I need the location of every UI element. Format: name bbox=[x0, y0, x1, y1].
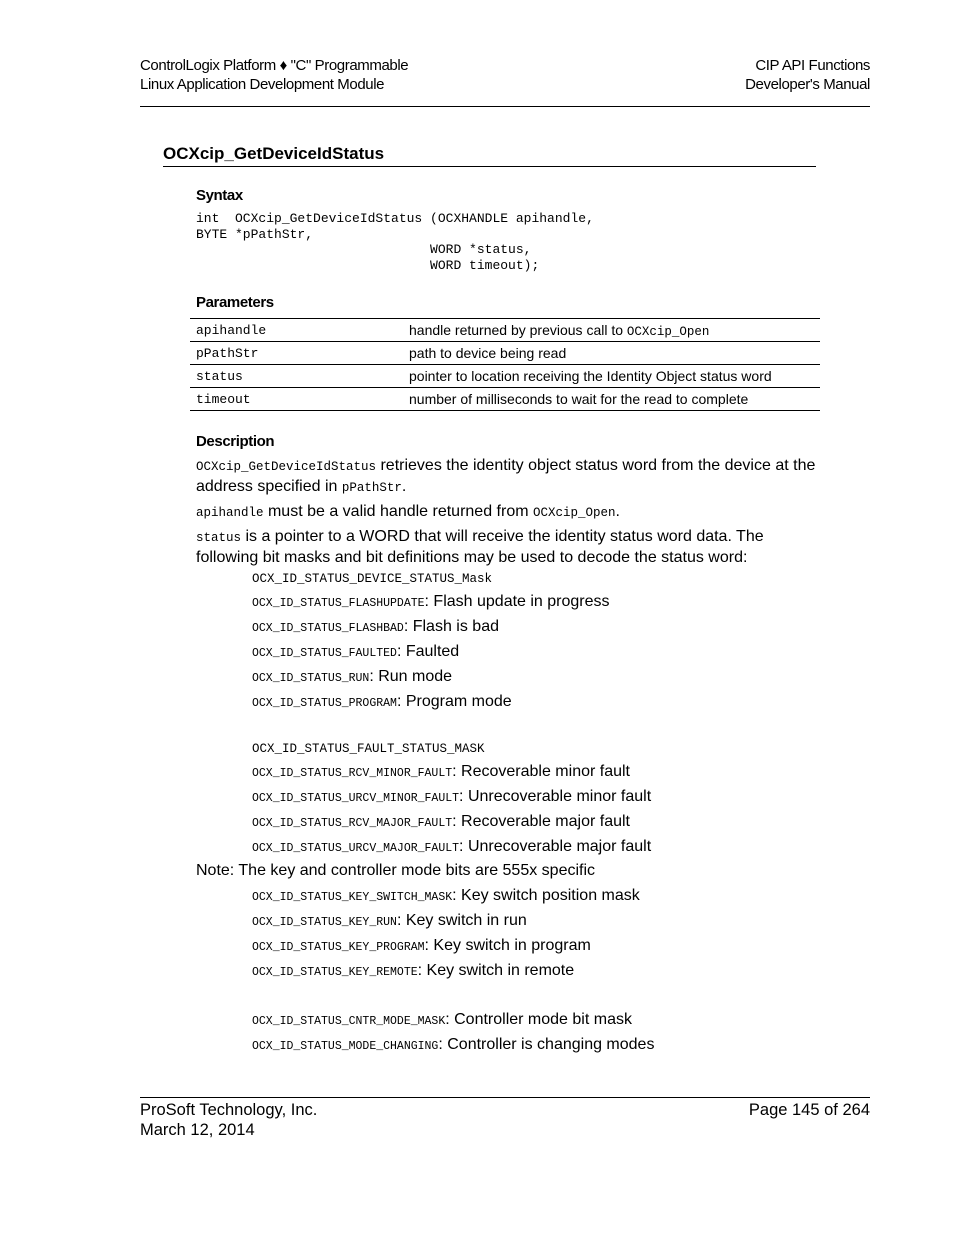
bit-text: : Key switch in run bbox=[396, 912, 527, 929]
header-left bbox=[140, 56, 408, 94]
bit-text: : Program mode bbox=[396, 693, 512, 710]
param-desc: number of milliseconds to wait for the read to complete bbox=[403, 388, 820, 411]
bit-code: OCX_ID_STATUS_RCV_MAJOR_FAULT bbox=[252, 817, 453, 830]
bit-text: : Unrecoverable major fault bbox=[459, 838, 652, 855]
description-paragraph-3 bbox=[196, 527, 826, 568]
note-555x: Note: The key and controller mode bits are 555x specific bbox=[196, 862, 596, 879]
footer-left bbox=[140, 1100, 317, 1140]
header-section-line: CIP API Functions bbox=[755, 57, 870, 74]
bit-definition bbox=[252, 667, 452, 689]
header-product-line: ControlLogix Platform ♦ "C" Programmable bbox=[140, 57, 409, 74]
bit-text: : Controller is changing modes bbox=[438, 1036, 655, 1053]
header-module-line: Linux Application Development Module bbox=[140, 76, 385, 93]
bit-definition bbox=[252, 642, 459, 664]
bit-text: : Key switch in program bbox=[424, 937, 591, 954]
bit-mask-fault-status bbox=[252, 738, 485, 759]
description-heading: Description bbox=[196, 433, 275, 450]
bit-definition bbox=[252, 1010, 632, 1032]
description-text: . bbox=[615, 503, 620, 520]
bit-text: : Run mode bbox=[369, 668, 453, 685]
table-row bbox=[190, 365, 820, 388]
param-desc: path to device being read bbox=[403, 342, 820, 365]
param-desc-code: OCXcip_Open bbox=[626, 324, 710, 339]
function-title: OCXcip_GetDeviceIdStatus bbox=[163, 143, 816, 167]
bit-text: : Faulted bbox=[396, 643, 460, 660]
description-paragraph-2 bbox=[196, 502, 826, 523]
bit-definition bbox=[252, 762, 630, 784]
bit-code: OCX_ID_STATUS_KEY_RUN bbox=[252, 916, 397, 929]
syntax-heading: Syntax bbox=[196, 187, 243, 204]
ppathstr-code: pPathStr bbox=[341, 481, 402, 495]
footer-company: ProSoft Technology, Inc. bbox=[140, 1101, 318, 1119]
bit-mask-device-status bbox=[252, 568, 492, 589]
bit-text: : Key switch position mask bbox=[452, 887, 640, 904]
param-desc bbox=[403, 319, 820, 342]
table-row bbox=[190, 319, 820, 342]
bit-definition bbox=[252, 692, 512, 714]
syntax-code: int OCXcip_GetDeviceIdStatus (OCXHANDLE apihandle, BYTE *pPathStr, WORD *status, WORD timeout); bbox=[196, 211, 594, 274]
bit-text: : Flash update in progress bbox=[424, 593, 610, 610]
page-footer bbox=[140, 1097, 870, 1139]
bit-text: : Recoverable major fault bbox=[452, 813, 630, 830]
bit-definition bbox=[252, 592, 610, 614]
param-name: status bbox=[190, 365, 403, 388]
bit-definition bbox=[252, 961, 574, 983]
bit-code: OCX_ID_STATUS_RUN bbox=[252, 672, 370, 685]
bit-text: : Recoverable minor fault bbox=[452, 763, 630, 780]
description-text: . bbox=[401, 478, 407, 495]
page-header bbox=[140, 56, 870, 107]
bit-text: : Controller mode bit mask bbox=[445, 1011, 632, 1028]
parameters-heading: Parameters bbox=[196, 294, 274, 311]
bit-code: OCX_ID_STATUS_FLASHBAD bbox=[252, 622, 404, 635]
status-code: status bbox=[196, 531, 242, 545]
param-name: pPathStr bbox=[190, 342, 403, 365]
ocxcip-open-code: OCXcip_Open bbox=[533, 506, 616, 520]
table-row bbox=[190, 388, 820, 411]
bit-code: OCX_ID_STATUS_DEVICE_STATUS_Mask bbox=[252, 572, 493, 586]
header-right bbox=[745, 56, 870, 94]
param-desc: pointer to location receiving the Identity Object status word bbox=[403, 365, 820, 388]
param-name: apihandle bbox=[190, 319, 403, 342]
bit-text: : Key switch in remote bbox=[417, 962, 575, 979]
footer-page-number: Page 145 of 264 bbox=[748, 1101, 870, 1119]
bit-code: OCX_ID_STATUS_KEY_REMOTE bbox=[252, 966, 418, 979]
bit-definition bbox=[252, 617, 499, 639]
bit-definition bbox=[252, 1035, 654, 1057]
footer-date: March 12, 2014 bbox=[140, 1121, 255, 1139]
bit-code: OCX_ID_STATUS_FLASHUPDATE bbox=[252, 597, 425, 610]
bit-code: OCX_ID_STATUS_RCV_MINOR_FAULT bbox=[252, 767, 453, 780]
bit-definition bbox=[252, 936, 591, 958]
bit-code: OCX_ID_STATUS_URCV_MAJOR_FAULT bbox=[252, 842, 460, 855]
bit-code: OCX_ID_STATUS_FAULTED bbox=[252, 647, 397, 660]
bit-text: : Unrecoverable minor fault bbox=[459, 788, 652, 805]
bit-code: OCX_ID_STATUS_PROGRAM bbox=[252, 697, 397, 710]
bit-definition bbox=[252, 812, 630, 834]
description-text: is a pointer to a WORD that will receive the identity status word data. The following bit masks and bit definitions may be used to decode the status word: bbox=[196, 528, 764, 566]
param-name: timeout bbox=[190, 388, 403, 411]
header-manual-line: Developer's Manual bbox=[745, 76, 870, 93]
bit-definition bbox=[252, 837, 651, 859]
parameters-table bbox=[190, 318, 820, 411]
bit-definition bbox=[252, 911, 527, 933]
bit-code: OCX_ID_STATUS_FAULT_STATUS_MASK bbox=[252, 742, 485, 756]
bit-code: OCX_ID_STATUS_KEY_PROGRAM bbox=[252, 941, 425, 954]
bit-code: OCX_ID_STATUS_CNTR_MODE_MASK bbox=[252, 1015, 446, 1028]
bit-definition bbox=[252, 787, 651, 809]
bit-code: OCX_ID_STATUS_MODE_CHANGING bbox=[252, 1040, 439, 1053]
description-text: must be a valid handle returned from bbox=[263, 503, 533, 520]
bit-code: OCX_ID_STATUS_KEY_SWITCH_MASK bbox=[252, 891, 453, 904]
apihandle-code: apihandle bbox=[196, 506, 264, 520]
bit-text: : Flash is bad bbox=[403, 618, 499, 635]
bit-definition bbox=[252, 886, 640, 908]
bit-code: OCX_ID_STATUS_URCV_MINOR_FAULT bbox=[252, 792, 460, 805]
param-desc-text: handle returned by previous call to bbox=[409, 321, 627, 338]
table-row bbox=[190, 342, 820, 365]
function-name-code: OCXcip_GetDeviceIdStatus bbox=[196, 460, 377, 474]
description-text: retrieves the identity object status word from the device at the address specified in bbox=[196, 457, 816, 495]
description-paragraph-1 bbox=[196, 456, 826, 498]
